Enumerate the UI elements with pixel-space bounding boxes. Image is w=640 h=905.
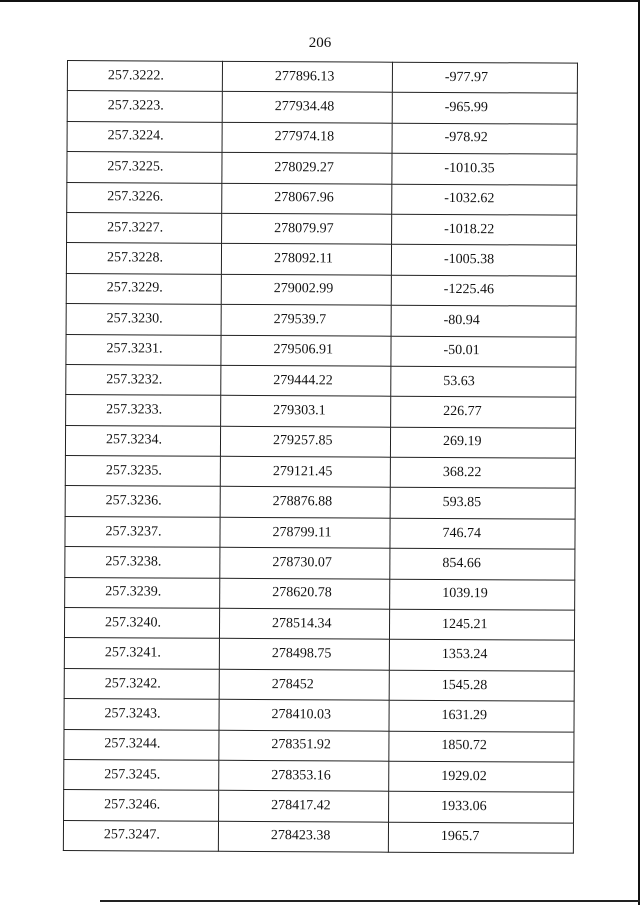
x-coordinate: 278876.88 <box>220 487 390 518</box>
point-id: 257.3240. <box>64 608 219 639</box>
point-id: 257.3245. <box>64 759 219 790</box>
point-id: 257.3244. <box>64 729 219 760</box>
point-id: 257.3223. <box>67 91 222 122</box>
x-coordinate: 279539.7 <box>221 304 391 335</box>
table-row <box>65 456 575 489</box>
point-id: 257.3222. <box>67 61 222 92</box>
table-row <box>64 699 574 732</box>
coordinates-table-wrap <box>63 60 577 854</box>
point-id: 257.3232. <box>66 364 221 395</box>
x-coordinate: 278620.78 <box>220 578 390 609</box>
bottom-rule <box>100 900 640 902</box>
table-row <box>66 243 576 276</box>
x-coordinate: 278514.34 <box>219 608 389 639</box>
y-coordinate: 1631.29 <box>389 700 574 731</box>
table-row <box>67 121 577 154</box>
point-id: 257.3230. <box>66 304 221 335</box>
x-coordinate: 277896.13 <box>222 61 392 92</box>
y-coordinate: 746.74 <box>390 518 575 549</box>
point-id: 257.3237. <box>65 516 220 547</box>
point-id: 257.3234. <box>65 425 220 456</box>
table-row <box>65 577 575 610</box>
point-id: 257.3246. <box>64 790 219 821</box>
table-row <box>67 182 577 215</box>
table-row <box>64 668 574 701</box>
table-row <box>66 304 576 337</box>
y-coordinate: 1929.02 <box>389 761 574 792</box>
x-coordinate: 278498.75 <box>219 639 389 670</box>
y-coordinate: 1353.24 <box>389 640 574 671</box>
table-row <box>65 486 575 519</box>
point-id: 257.3243. <box>64 699 219 730</box>
y-coordinate: -1010.35 <box>392 153 577 184</box>
table-row <box>63 820 573 853</box>
table-row <box>64 608 574 641</box>
table-row <box>65 516 575 549</box>
x-coordinate: 279121.45 <box>220 456 390 487</box>
y-coordinate: -1032.62 <box>392 184 577 215</box>
x-coordinate: 278351.92 <box>219 730 389 761</box>
table-row <box>66 364 576 397</box>
table-row <box>66 334 576 367</box>
point-id: 257.3227. <box>67 212 222 243</box>
table-row <box>66 395 576 428</box>
x-coordinate: 278067.96 <box>222 183 392 214</box>
point-id: 257.3238. <box>65 547 220 578</box>
y-coordinate: 1965.7 <box>388 822 573 853</box>
y-coordinate: 1933.06 <box>389 792 574 823</box>
table-row <box>64 638 574 671</box>
y-coordinate: 53.63 <box>391 366 576 397</box>
x-coordinate: 278092.11 <box>221 244 391 275</box>
y-coordinate: 854.66 <box>390 548 575 579</box>
y-coordinate: -1225.46 <box>391 275 576 306</box>
table-row <box>67 61 577 94</box>
y-coordinate: -978.92 <box>392 123 577 154</box>
y-coordinate: -977.97 <box>392 62 577 93</box>
x-coordinate: 278423.38 <box>218 821 388 852</box>
point-id: 257.3233. <box>66 395 221 426</box>
y-coordinate: 1039.19 <box>390 579 575 610</box>
point-id: 257.3226. <box>67 182 222 213</box>
point-id: 257.3239. <box>65 577 220 608</box>
y-coordinate: -965.99 <box>392 93 577 124</box>
table-row <box>67 212 577 245</box>
point-id: 257.3228. <box>66 243 221 274</box>
y-coordinate: 368.22 <box>390 457 575 488</box>
x-coordinate: 278799.11 <box>220 517 390 548</box>
x-coordinate: 277934.48 <box>222 92 392 123</box>
y-coordinate: 269.19 <box>390 427 575 458</box>
x-coordinate: 277974.18 <box>222 122 392 153</box>
table-row <box>65 547 575 580</box>
x-coordinate: 279303.1 <box>221 396 391 427</box>
x-coordinate: 279444.22 <box>221 365 391 396</box>
y-coordinate: 1245.21 <box>389 609 574 640</box>
point-id: 257.3236. <box>65 486 220 517</box>
table-row <box>64 759 574 792</box>
table-row <box>64 729 574 762</box>
y-coordinate: -80.94 <box>391 305 576 336</box>
coordinates-table <box>63 60 578 854</box>
point-id: 257.3231. <box>66 334 221 365</box>
table-row <box>67 91 577 124</box>
x-coordinate: 278353.16 <box>219 760 389 791</box>
table-row <box>64 790 574 823</box>
coordinates-table-body <box>63 61 577 854</box>
point-id: 257.3224. <box>67 121 222 152</box>
y-coordinate: 1850.72 <box>389 731 574 762</box>
point-id: 257.3235. <box>65 456 220 487</box>
point-id: 257.3229. <box>66 273 221 304</box>
y-coordinate: 593.85 <box>390 488 575 519</box>
y-coordinate: 226.77 <box>391 396 576 427</box>
table-row <box>67 152 577 185</box>
x-coordinate: 278452 <box>219 669 389 700</box>
table-row <box>66 273 576 306</box>
y-coordinate: -1005.38 <box>391 245 576 276</box>
x-coordinate: 278417.42 <box>219 791 389 822</box>
y-coordinate: 1545.28 <box>389 670 574 701</box>
point-id: 257.3241. <box>64 638 219 669</box>
y-coordinate: -50.01 <box>391 336 576 367</box>
point-id: 257.3247. <box>63 820 218 851</box>
x-coordinate: 279506.91 <box>221 335 391 366</box>
table-row <box>65 425 575 458</box>
x-coordinate: 278730.07 <box>220 548 390 579</box>
point-id: 257.3225. <box>67 152 222 183</box>
x-coordinate: 278079.97 <box>222 213 392 244</box>
point-id: 257.3242. <box>64 668 219 699</box>
x-coordinate: 278029.27 <box>222 152 392 183</box>
x-coordinate: 279002.99 <box>221 274 391 305</box>
page-number: 206 <box>308 35 332 51</box>
x-coordinate: 278410.03 <box>219 700 389 731</box>
x-coordinate: 279257.85 <box>220 426 390 457</box>
y-coordinate: -1018.22 <box>392 214 577 245</box>
